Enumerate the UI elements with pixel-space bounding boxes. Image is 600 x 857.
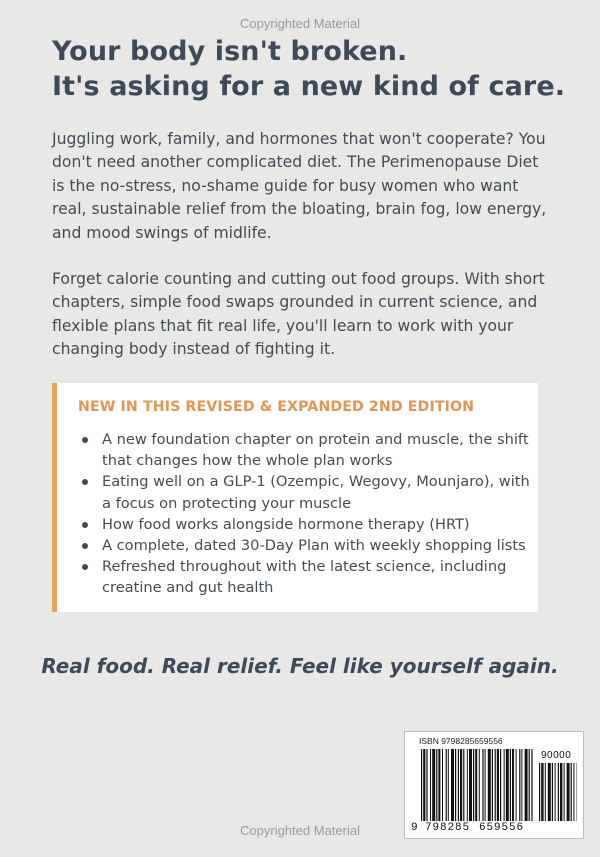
list-item: [78, 535, 533, 556]
intro-paragraph: Juggling work, family, and hormones that won't cooperate? You don't need another complicated diet. The Perimenopause Diet is the no-stress, no-shame guide for busy women who want real, sustainable relief from the bloating, brain fog, low energy, and mood swings of midlife.: [52, 130, 547, 242]
approach-paragraph: Forget calorie counting and cutting out food groups. With short chapters, simple food swaps grounded in current science, and flexible plans that fit real life, you'll learn to work with your changing body instead of fighting it.: [52, 270, 545, 359]
new-edition-list: [78, 429, 533, 599]
barcode-digits-group-2: 659556: [479, 822, 525, 834]
list-item-text: A complete, dated 30-Day Plan with weekly shopping lists: [102, 537, 526, 555]
headline-line-2: It's asking for a new kind of care.: [52, 71, 566, 102]
list-item: [78, 556, 533, 598]
new-edition-box: [52, 383, 538, 612]
new-edition-title: NEW IN THIS REVISED & EXPANDED 2ND EDITION: [78, 399, 475, 415]
headline-line-1: Your body isn't broken.: [52, 36, 408, 67]
list-item-text: How food works alongside hormone therapy (HRT): [102, 515, 470, 533]
bullet-icon: [82, 437, 88, 443]
barcode-digit-first: 9: [411, 822, 418, 834]
bullet-icon: [82, 564, 88, 570]
bullet-icon: [82, 479, 88, 485]
list-item: [78, 514, 533, 535]
watermark-top: Copyrighted Material: [240, 16, 360, 31]
barcode-bars-icon: [421, 749, 533, 821]
list-item: [78, 471, 533, 513]
isbn-label: ISBN 9798285659556: [419, 736, 503, 746]
watermark-bottom: Copyrighted Material: [240, 823, 360, 838]
bullet-icon: [82, 522, 88, 528]
headline: [52, 34, 572, 104]
barcode-addon-number: 90000: [541, 750, 572, 761]
bullet-icon: [82, 543, 88, 549]
barcode-digits-group-1: 798285: [425, 822, 471, 834]
list-item-text: Refreshed throughout with the latest science, including creatine and gut health: [102, 558, 507, 597]
tagline: Real food. Real relief. Feel like yourself again.: [41, 654, 559, 678]
list-item-text: Eating well on a GLP-1 (Ozempic, Wegovy, Mounjaro), with a focus on protecting your muscle: [102, 473, 530, 512]
list-item: [78, 429, 533, 471]
list-item-text: A new foundation chapter on protein and muscle, the shift that changes how the whole plan works: [102, 431, 529, 470]
barcode-addon-bars-icon: [539, 763, 577, 821]
